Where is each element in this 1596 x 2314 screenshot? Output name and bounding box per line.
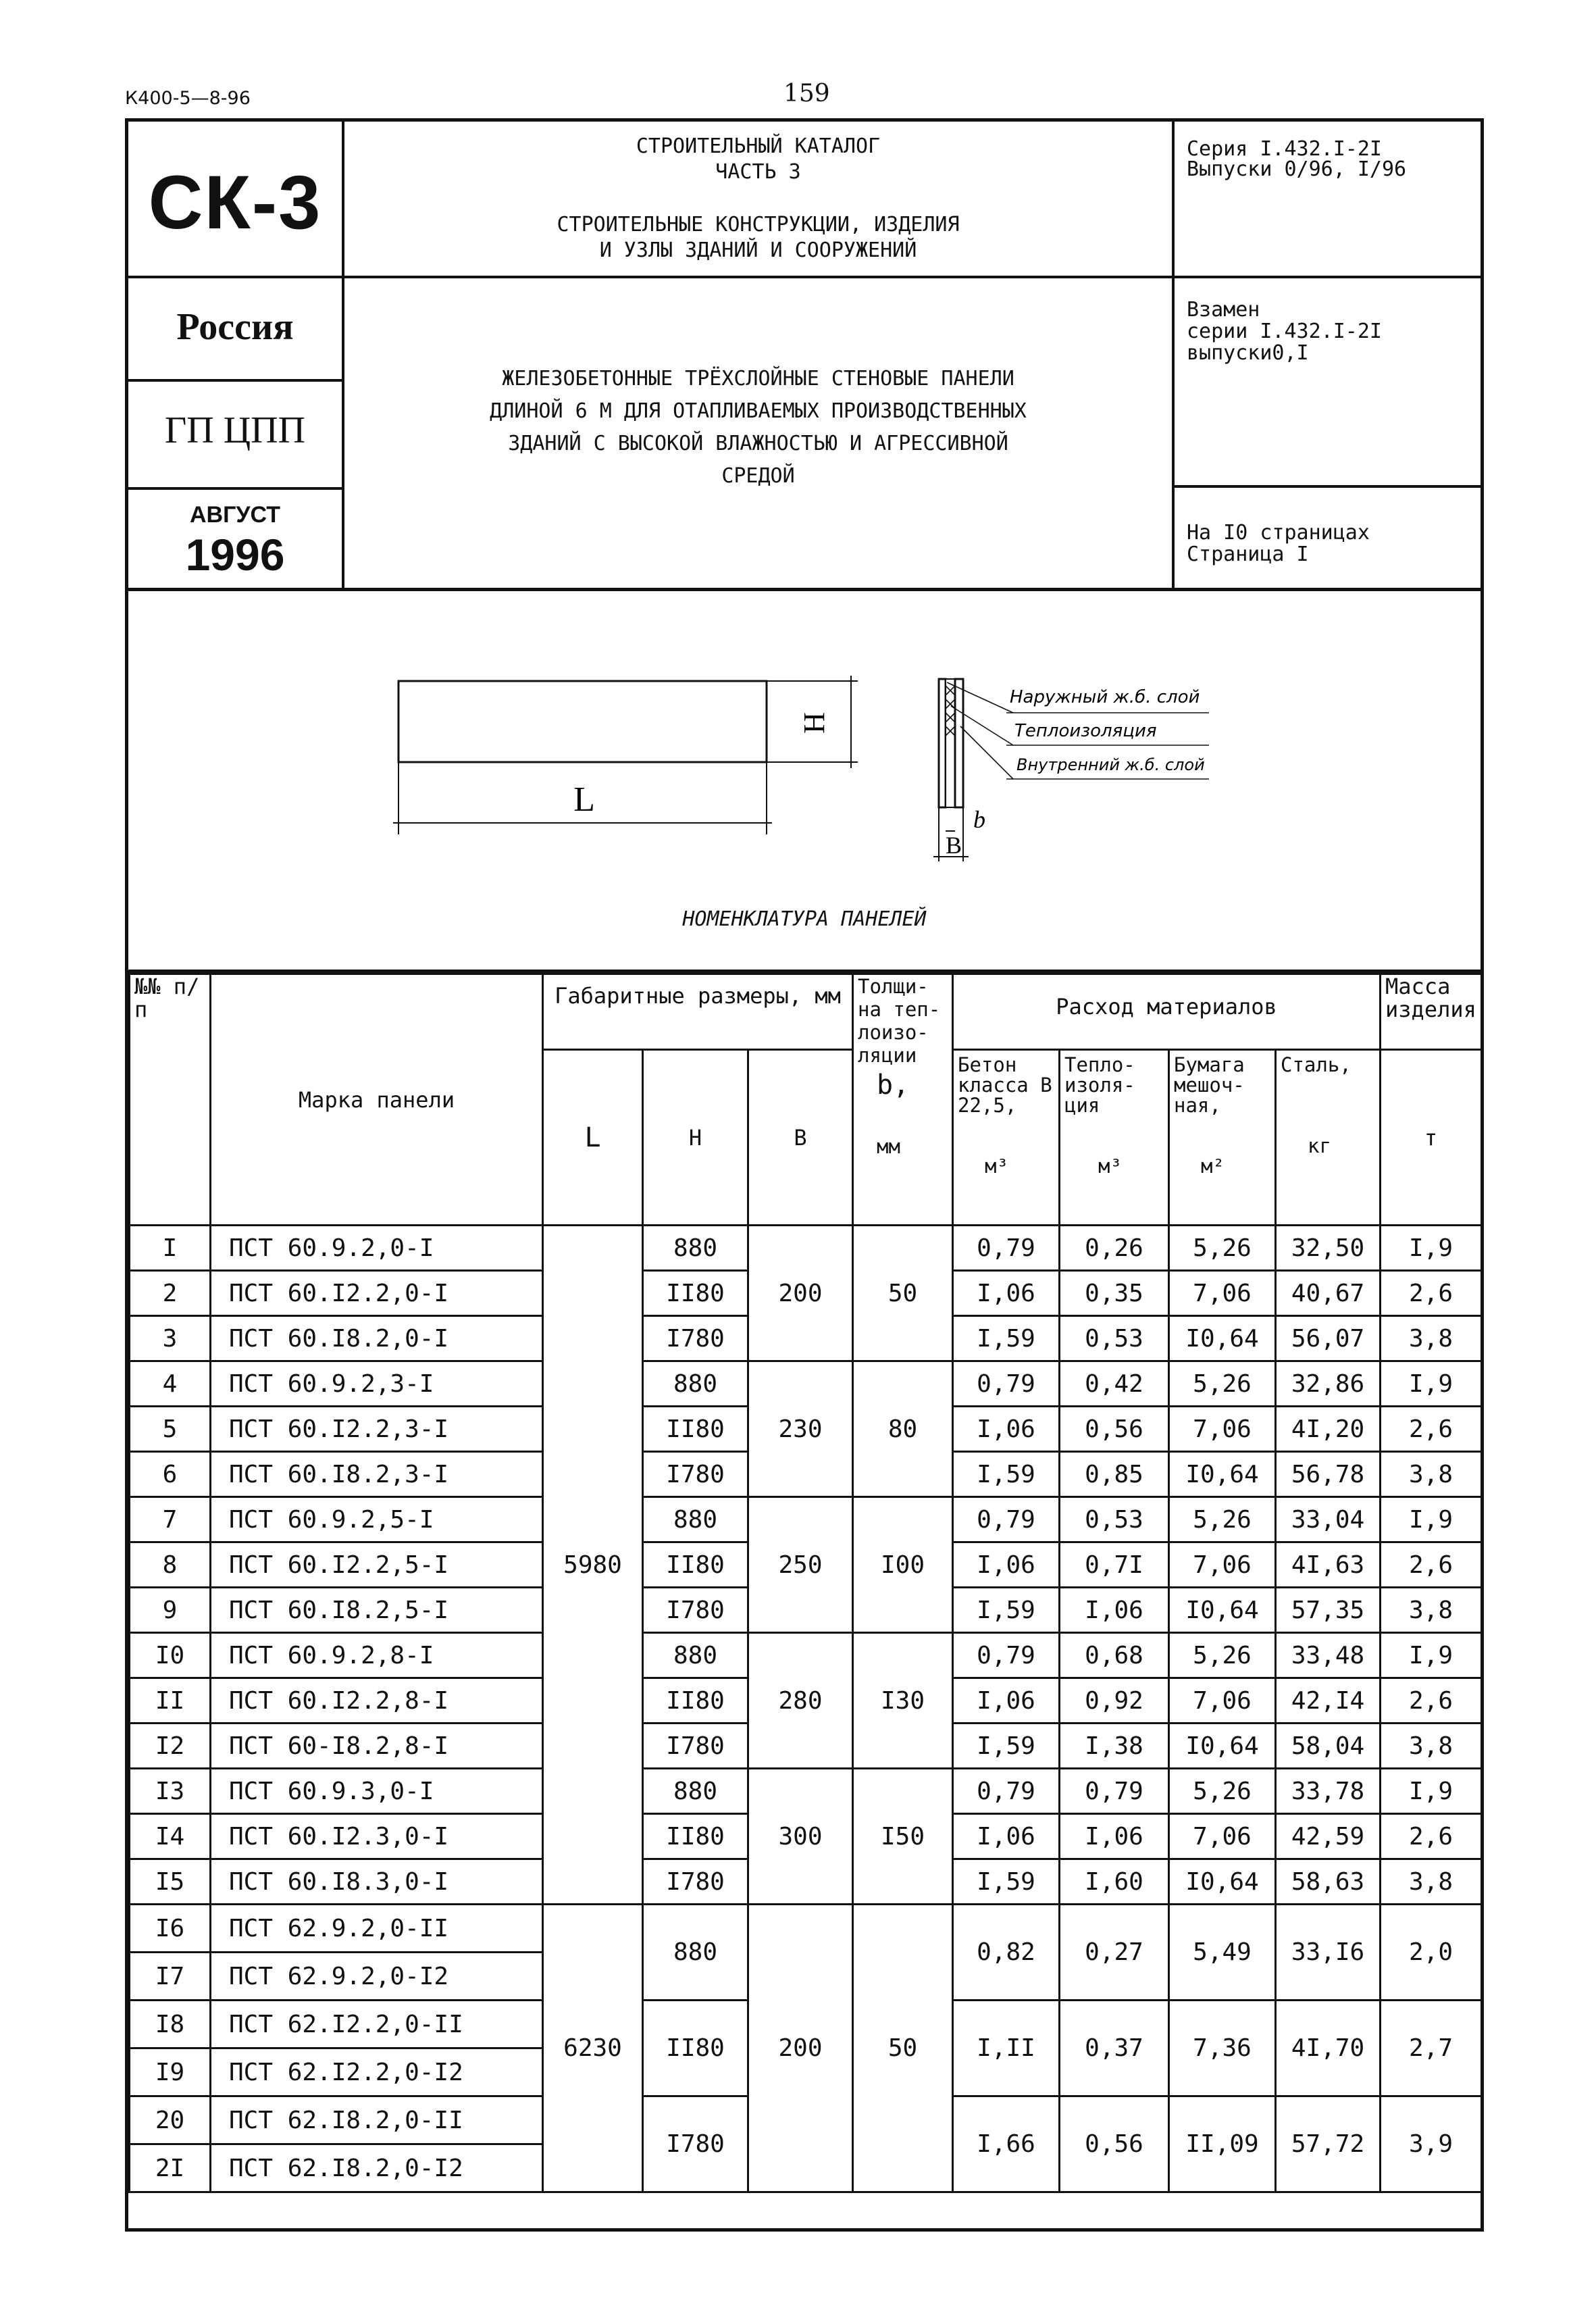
panel-mark: ПСТ 62.I8.2,0-II [211,2096,543,2144]
panel-mark: ПСТ 60.I8.3,0-I [211,1859,543,1905]
dim-H-label: H [798,712,831,734]
row-number: I8 [130,2001,211,2048]
concrete-volume: I,59 [953,1316,1060,1361]
document-code: К400-5—8-96 [125,88,251,109]
replaces-line-3: выпуски0,I [1187,341,1309,365]
insulation-volume: 0,35 [1060,1271,1169,1316]
steel-mass: 4I,20 [1276,1407,1381,1452]
concrete-volume: I,59 [953,1452,1060,1497]
col-header-L: L [543,1050,643,1226]
row-number: 20 [130,2096,211,2144]
paper-area: 7,06 [1169,1407,1276,1452]
concrete-volume: 0,79 [953,1633,1060,1678]
row-number: 8 [130,1542,211,1588]
pages-cell [1172,488,1484,591]
insulation-volume: 0,56 [1060,2096,1169,2192]
item-mass: 2,0 [1381,1905,1482,2001]
steel-mass: 58,04 [1276,1724,1381,1769]
width-B: 300 [748,1769,853,1905]
height-H: 880 [643,1226,748,1271]
item-mass: 3,8 [1381,1588,1482,1633]
concrete-volume: I,II [953,2001,1060,2096]
steel-mass: 40,67 [1276,1271,1381,1316]
panel-mark: ПСТ 62.I2.2,0-II [211,2001,543,2048]
thickness-symbol: b, [877,1070,910,1101]
panel-mark: ПСТ 60.I2.2,8-I [211,1678,543,1724]
dim-B-label: B [945,832,962,859]
height-H: I780 [643,1859,748,1905]
title-block [125,118,1484,591]
pages-line-1: На I0 страницах [1187,521,1370,545]
insulation-thickness: I50 [853,1769,953,1905]
paper-area: II,09 [1169,2096,1276,2192]
height-H: II80 [643,1814,748,1859]
table-row [130,1905,1482,1953]
height-H: I780 [643,1316,748,1361]
steel-mass: 4I,70 [1276,2001,1381,2096]
nomenclature-caption: НОМЕНКЛАТУРА ПАНЕЛЕЙ [682,907,927,931]
item-mass: 3,8 [1381,1316,1482,1361]
col-header-mark: Марка панели [211,974,543,1226]
row-number: 9 [130,1588,211,1633]
insulation-volume: 0,26 [1060,1226,1169,1271]
item-mass: 3,9 [1381,2096,1482,2192]
steel-mass: 33,04 [1276,1497,1381,1542]
item-mass: 3,8 [1381,1859,1482,1905]
row-number: 6 [130,1452,211,1497]
catalog-line-1: СТРОИТЕЛЬНЫЙ КАТАЛОГ [636,134,881,158]
month: АВГУСТ [189,502,280,528]
steel-mass: 32,86 [1276,1361,1381,1407]
item-mass: 3,8 [1381,1724,1482,1769]
paper-area: 7,36 [1169,2001,1276,2096]
concrete-volume: I,06 [953,1542,1060,1588]
row-number: I0 [130,1633,211,1678]
inner-layer [955,679,963,807]
panel-mark: ПСТ 62.I2.2,0-I2 [211,2048,543,2096]
replaces-cell [1172,278,1484,488]
insulation-volume: I,38 [1060,1724,1169,1769]
steel-mass: 56,78 [1276,1452,1381,1497]
document-title-line-1: ЖЕЛЕЗОБЕТОННЫЕ ТРЁХСЛОЙНЫЕ СТЕНОВЫЕ ПАНЕЛИ [502,367,1014,391]
insulation-label: Теплоизоляция [1014,721,1157,741]
concrete-volume: 0,79 [953,1769,1060,1814]
length-L: 6230 [543,1905,643,2192]
paper-area: 5,26 [1169,1497,1276,1542]
item-mass: 2,6 [1381,1678,1482,1724]
height-H: II80 [643,1271,748,1316]
panel-mark: ПСТ 62.I8.2,0-I2 [211,2144,543,2192]
outer-layer [939,679,946,807]
paper-area: 5,49 [1169,1905,1276,2001]
concrete-volume: 0,79 [953,1226,1060,1271]
catalog-line-4: И УЗЛЫ ЗДАНИЙ И СООРУЖЕНИЙ [599,238,917,262]
panel-mark: ПСТ 60.I2.2,5-I [211,1542,543,1588]
row-number: 4 [130,1361,211,1407]
pages-line-2: Страница I [1187,543,1309,566]
panel-mark: ПСТ 60.9.2,8-I [211,1633,543,1678]
publisher-cell [128,382,344,490]
paper-label: Бумага мешоч-ная, [1174,1053,1245,1117]
thickness-label: Толщи-на теп-лоизо-ляции [858,975,941,1067]
country-cell [128,278,344,382]
concrete-volume: I,59 [953,1724,1060,1769]
series-line-2: Выпуски 0/96, I/96 [1187,157,1407,181]
paper-area: I0,64 [1169,1588,1276,1633]
row-number: I6 [130,1905,211,1953]
col-header-thickness [853,974,953,1226]
row-number: I5 [130,1859,211,1905]
outer-layer-label: Наружный ж.б. слой [1010,687,1200,707]
insulation-layer [946,679,955,807]
item-mass: 2,6 [1381,1542,1482,1588]
replaces-line-2: серии I.432.I-2I [1187,320,1382,343]
length-L: 5980 [543,1226,643,1905]
insulation-volume: 0,53 [1060,1316,1169,1361]
row-number: I7 [130,1953,211,2001]
drawing-area [125,591,1484,970]
catalog-title-cell [344,122,1172,278]
insulation-unit: м³ [1098,1155,1122,1178]
insulation-volume: 0,68 [1060,1633,1169,1678]
width-B: 200 [748,1226,853,1361]
item-mass: 3,8 [1381,1452,1482,1497]
width-B: 250 [748,1497,853,1633]
table-row [130,1497,1482,1542]
steel-unit: кг [1308,1134,1331,1157]
height-H: 880 [643,1769,748,1814]
col-header-paper [1169,1050,1276,1226]
insulation-volume: I,60 [1060,1859,1169,1905]
concrete-volume: I,59 [953,1859,1060,1905]
row-number: 5 [130,1407,211,1452]
document-title-cell [344,278,1172,591]
dim-b-label: b [973,806,985,833]
insulation-thickness: 80 [853,1361,953,1497]
item-mass: 2,6 [1381,1271,1482,1316]
thickness-unit: мм [877,1135,900,1158]
paper-area: I0,64 [1169,1316,1276,1361]
height-H: I780 [643,1724,748,1769]
concrete-unit: м³ [985,1155,1008,1178]
steel-mass: 33,48 [1276,1633,1381,1678]
steel-mass: 57,35 [1276,1588,1381,1633]
row-number: 3 [130,1316,211,1361]
paper-area: 5,26 [1169,1361,1276,1407]
row-number: I2 [130,1724,211,1769]
series-line-1: Серия I.432.I-2I [1187,137,1382,161]
height-H: II80 [643,2001,748,2096]
item-mass: I,9 [1381,1769,1482,1814]
item-mass: 2,6 [1381,1407,1482,1452]
concrete-volume: I,06 [953,1407,1060,1452]
steel-mass: 56,07 [1276,1316,1381,1361]
height-H: I780 [643,1588,748,1633]
insulation-volume: 0,92 [1060,1678,1169,1724]
concrete-volume: 0,79 [953,1497,1060,1542]
panel-mark: ПСТ 60.I8.2,5-I [211,1588,543,1633]
paper-area: 7,06 [1169,1814,1276,1859]
insulation-volume: 0,85 [1060,1452,1169,1497]
row-number: I9 [130,2048,211,2096]
page-number: 159 [783,80,830,107]
item-mass: 2,6 [1381,1814,1482,1859]
date-cell [128,490,344,591]
document-title-line-2: ДЛИНОЙ 6 М ДЛЯ ОТАПЛИВАЕМЫХ ПРОИЗВОДСТВЕННЫХ [490,399,1027,423]
insulation-label: Тепло-изоля-ция [1064,1053,1135,1117]
panel-mark: ПСТ 60.I2.3,0-I [211,1814,543,1859]
steel-mass: 42,59 [1276,1814,1381,1859]
row-number: I [130,1226,211,1271]
insulation-thickness: I00 [853,1497,953,1633]
width-B: 230 [748,1361,853,1497]
panel-front-view [398,681,767,762]
insulation-volume: I,06 [1060,1814,1169,1859]
replaces-line-1: Взамен [1187,298,1260,322]
insulation-volume: 0,7I [1060,1542,1169,1588]
table-row [130,1633,1482,1678]
steel-label: Сталь, [1281,1053,1352,1076]
dim-L-label: L [573,780,595,819]
height-H: 880 [643,1905,748,2001]
item-mass: I,9 [1381,1497,1482,1542]
insulation-volume: 0,79 [1060,1769,1169,1814]
row-number: I3 [130,1769,211,1814]
col-header-materials: Расход материалов [953,974,1381,1050]
paper-area: I0,64 [1169,1452,1276,1497]
insulation-volume: 0,27 [1060,1905,1169,2001]
catalog-line-2: ЧАСТЬ 3 [715,160,801,184]
nomenclature-table [125,970,1484,2232]
row-number: 2 [130,1271,211,1316]
col-header-number: №№ п/п [130,974,211,1226]
row-number: 7 [130,1497,211,1542]
panel-mark: ПСТ 60.9.2,5-I [211,1497,543,1542]
col-header-dimensions: Габаритные размеры, мм [543,974,853,1050]
catalog-code: СК-3 [148,160,322,245]
year: 1996 [185,530,285,580]
insulation-thickness: I30 [853,1633,953,1769]
col-header-B: B [748,1050,853,1226]
item-mass: 2,7 [1381,2001,1482,2096]
paper-area: 7,06 [1169,1678,1276,1724]
row-number: I4 [130,1814,211,1859]
panel-mark: ПСТ 60.I8.2,3-I [211,1452,543,1497]
paper-unit: м² [1201,1155,1225,1178]
table-row [130,1226,1482,1271]
item-mass: I,9 [1381,1226,1482,1271]
panel-mark: ПСТ 62.9.2,0-I2 [211,1953,543,2001]
panel-mark: ПСТ 60.I8.2,0-I [211,1316,543,1361]
paper-area: 5,26 [1169,1226,1276,1271]
col-header-mass-unit: т [1381,1050,1482,1226]
concrete-volume: I,66 [953,2096,1060,2192]
table-row [130,1361,1482,1407]
height-H: II80 [643,1542,748,1588]
panel-mark: ПСТ 60-I8.2,8-I [211,1724,543,1769]
steel-mass: 32,50 [1276,1226,1381,1271]
concrete-volume: I,06 [953,1271,1060,1316]
height-H: 880 [643,1497,748,1542]
panel-mark: ПСТ 60.I2.2,3-I [211,1407,543,1452]
paper-area: 7,06 [1169,1542,1276,1588]
document-title-line-3: ЗДАНИЙ С ВЫСОКОЙ ВЛАЖНОСТЬЮ И АГРЕССИВНОЙ [508,432,1008,455]
col-header-H: H [643,1050,748,1226]
paper-area: 7,06 [1169,1271,1276,1316]
height-H: II80 [643,1407,748,1452]
steel-mass: 33,78 [1276,1769,1381,1814]
country: Россия [176,306,294,348]
item-mass: I,9 [1381,1361,1482,1407]
steel-mass: 33,I6 [1276,1905,1381,2001]
steel-mass: 57,72 [1276,2096,1381,2192]
paper-area: I0,64 [1169,1724,1276,1769]
panel-mark: ПСТ 60.I2.2,0-I [211,1271,543,1316]
insulation-volume: 0,37 [1060,2001,1169,2096]
height-H: I780 [643,1452,748,1497]
panel-mark: ПСТ 60.9.2,3-I [211,1361,543,1407]
table-row [130,1769,1482,1814]
document-title-line-4: СРЕДОЙ [721,464,795,488]
height-H: 880 [643,1633,748,1678]
paper-area: 5,26 [1169,1633,1276,1678]
concrete-label: Бетон класса В 22,5, [958,1053,1052,1117]
catalog-line-3: СТРОИТЕЛЬНЫЕ КОНСТРУКЦИИ, ИЗДЕЛИЯ [557,213,960,236]
insulation-volume: 0,56 [1060,1407,1169,1452]
col-header-insulation [1060,1050,1169,1226]
inner-layer-label: Внутренний ж.б. слой [1016,755,1205,774]
concrete-volume: I,59 [953,1588,1060,1633]
steel-mass: 4I,63 [1276,1542,1381,1588]
steel-mass: 42,I4 [1276,1678,1381,1724]
insulation-volume: 0,42 [1060,1361,1169,1407]
height-H: 880 [643,1361,748,1407]
catalog-code-cell [128,122,344,278]
height-H: I780 [643,2096,748,2192]
concrete-volume: 0,79 [953,1361,1060,1407]
width-B: 280 [748,1633,853,1769]
row-number: 2I [130,2144,211,2192]
col-header-concrete [953,1050,1060,1226]
concrete-volume: I,06 [953,1814,1060,1859]
paper-area: 5,26 [1169,1769,1276,1814]
concrete-volume: 0,82 [953,1905,1060,2001]
insulation-volume: I,06 [1060,1588,1169,1633]
steel-mass: 58,63 [1276,1859,1381,1905]
height-H: II80 [643,1678,748,1724]
panel-mark: ПСТ 60.9.3,0-I [211,1769,543,1814]
series-cell [1172,122,1484,278]
insulation-thickness: 50 [853,1905,953,2192]
publisher: ГП ЦПП [164,409,306,451]
paper-area: I0,64 [1169,1859,1276,1905]
col-header-mass: Масса изделия [1381,974,1482,1050]
insulation-volume: 0,53 [1060,1497,1169,1542]
panel-mark: ПСТ 62.9.2,0-II [211,1905,543,1953]
concrete-volume: I,06 [953,1678,1060,1724]
item-mass: I,9 [1381,1633,1482,1678]
width-B: 200 [748,1905,853,2192]
panel-mark: ПСТ 60.9.2,0-I [211,1226,543,1271]
insulation-thickness: 50 [853,1226,953,1361]
col-header-steel [1276,1050,1381,1226]
row-number: II [130,1678,211,1724]
